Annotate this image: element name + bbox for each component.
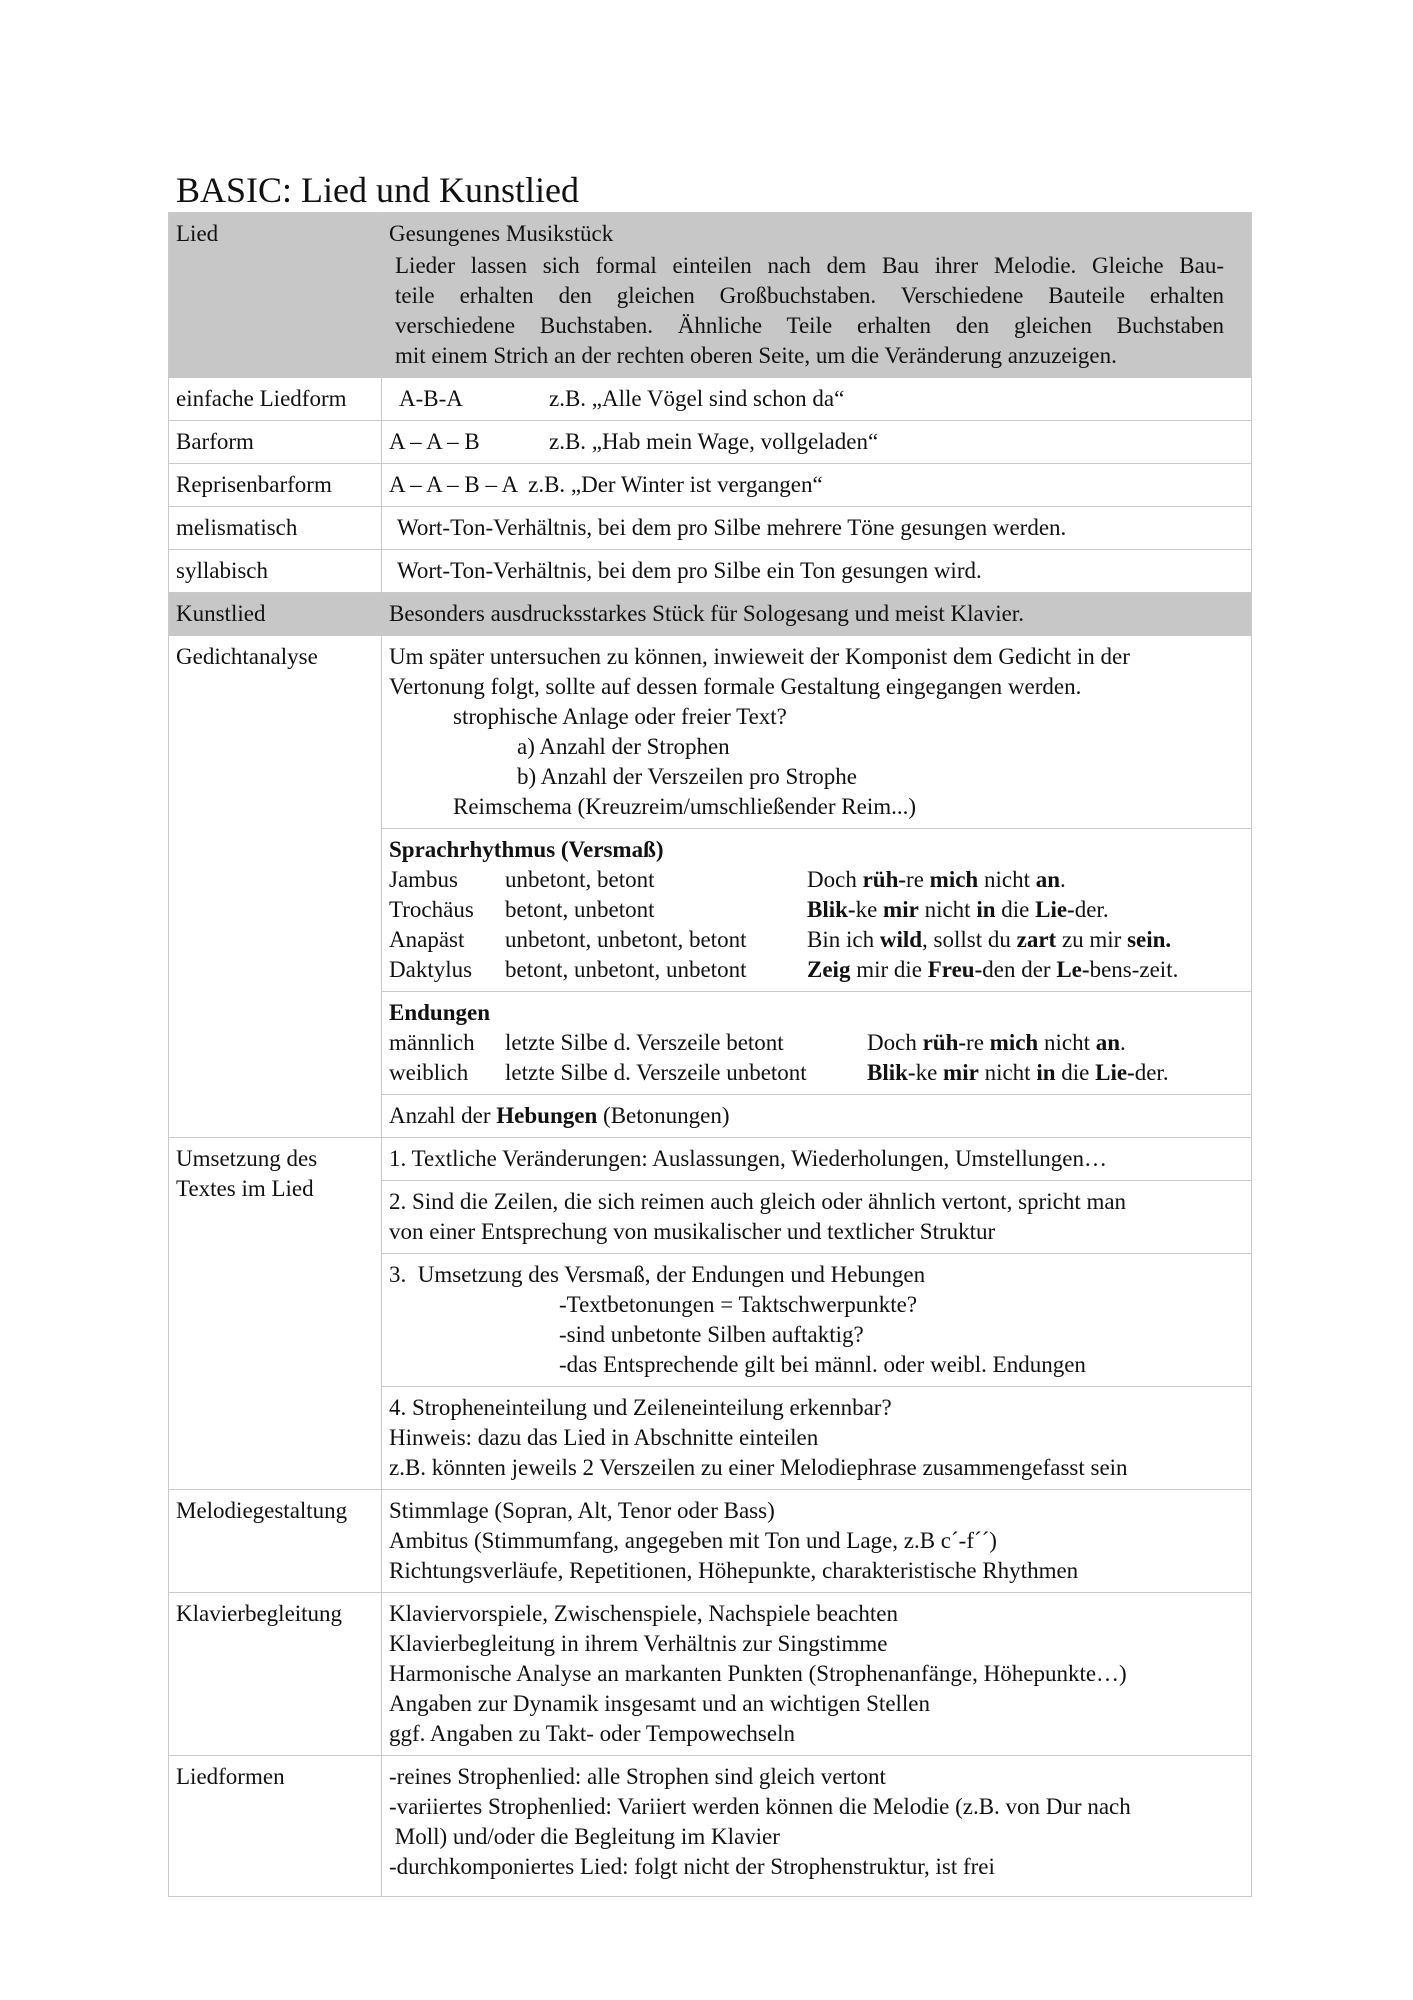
- gedichtanalyse-content: [382, 636, 1252, 1138]
- umsetzung-line: Hinweis: dazu das Lied in Abschnitte einteilen: [389, 1425, 819, 1450]
- ending-desc: letzte Silbe d. Verszeile unbetont: [505, 1060, 807, 1085]
- stressed-syllable: an: [1095, 1030, 1121, 1055]
- unstressed-text: Bin ich: [807, 927, 880, 952]
- foot-name: Daktylus: [389, 957, 473, 982]
- label-klavierbegleitung: Klavierbegleitung: [169, 1593, 382, 1756]
- gedicht-form-block: [382, 636, 1251, 828]
- label-umsetzung: [169, 1138, 382, 1490]
- gedicht-intro: Um später untersuchen zu können, inwieweit der Komponist dem Gedicht in der: [389, 644, 1130, 669]
- ending-example: [867, 1058, 1244, 1088]
- label-kunstlied: Kunstlied: [169, 593, 382, 636]
- umsetzung-line: 2. Sind die Zeilen, die sich reimen auch gleich oder ähnlich vertont, spricht man: [389, 1189, 1127, 1214]
- lied-content: [382, 213, 1252, 378]
- umsetzung-line: 3. Umsetzung des Versmaß, der Endungen und Hebungen: [389, 1262, 926, 1287]
- form-scheme: A-B-A: [399, 386, 463, 411]
- unstressed-text: nicht: [978, 867, 1036, 892]
- stressed-syllable: mir: [943, 1060, 979, 1085]
- row-gedichtanalyse: [169, 636, 1252, 1138]
- lied-text-line: teile erhalten den gleichen Großbuchstaben. Verschiedene Bauteile erhalten: [395, 283, 1224, 308]
- foot-name: Trochäus: [389, 897, 474, 922]
- melodie-content: [382, 1490, 1252, 1593]
- stressed-syllable: Lie-: [1095, 1060, 1135, 1085]
- liedformen-line: Moll) und/oder die Begleitung im Klavier: [389, 1824, 780, 1849]
- klavier-line: ggf. Angaben zu Takt- oder Tempowechseln: [389, 1721, 795, 1746]
- row-klavierbegleitung: [169, 1593, 1252, 1756]
- row-reprisenbarform: [169, 464, 1252, 507]
- form-scheme: A – A – B: [389, 429, 480, 454]
- unstressed-text: .: [1120, 1030, 1126, 1055]
- lied-heading: Gesungenes Musikstück: [389, 221, 614, 246]
- unstressed-text: Doch: [867, 1030, 923, 1055]
- ending-name: männlich: [389, 1030, 475, 1055]
- unstressed-text: zu mir: [1056, 927, 1128, 952]
- hebungen-bold: Hebungen: [496, 1103, 598, 1128]
- stressed-syllable: Blik-: [867, 1060, 916, 1085]
- reprisenbarform-content: [382, 464, 1252, 507]
- ending-name: weiblich: [389, 1060, 469, 1085]
- stressed-syllable: rüh-: [922, 1030, 967, 1055]
- umsetzung-subline: -das Entsprechende gilt bei männl. oder weibl. Endungen: [559, 1352, 1086, 1377]
- stressed-syllable: in: [976, 897, 996, 922]
- stressed-syllable: Freu-: [927, 957, 983, 982]
- hebungen-block: [382, 1094, 1251, 1137]
- hebungen-pre: Anzahl der: [389, 1103, 497, 1128]
- lied-text-line: Lieder lassen sich formal einteilen nach dem Bau ihrer Melodie. Gleiche Bau-: [395, 253, 1224, 278]
- lied-text-line: verschiedene Buchstaben. Ähnliche Teile erhalten den gleichen Buchstaben: [395, 313, 1224, 338]
- stressed-syllable: mich: [989, 1030, 1039, 1055]
- form-example: z.B. „Hab mein Wage, vollgeladen“: [549, 429, 879, 454]
- label-syllabisch: syllabisch: [169, 550, 382, 593]
- foot-name: Anapäst: [389, 927, 465, 952]
- einfache-liedform-content: [382, 378, 1252, 421]
- melismatisch-text: [382, 507, 1252, 550]
- klavier-content: [382, 1593, 1252, 1756]
- barform-content: [382, 421, 1252, 464]
- umsetzung-subline: -sind unbetonte Silben auftaktig?: [559, 1322, 864, 1347]
- umsetzung-line: 4. Stropheneinteilung und Zeileneinteilung erkennbar?: [389, 1395, 892, 1420]
- foot-pattern: betont, unbetont, unbetont: [505, 957, 747, 982]
- stressed-syllable: sein.: [1127, 927, 1172, 952]
- stressed-syllable: an: [1035, 867, 1061, 892]
- content-table: [168, 212, 1252, 1897]
- gedicht-intro: Vertonung folgt, sollte auf dessen formale Gestaltung eingegangen werden.: [389, 674, 1082, 699]
- unstressed-text: die: [1055, 1060, 1096, 1085]
- row-melodiegestaltung: [169, 1490, 1252, 1593]
- melismatisch-definition: Wort-Ton-Verhältnis, bei dem pro Silbe mehrere Töne gesungen werden.: [397, 515, 1067, 540]
- ending-example: [867, 1028, 1244, 1058]
- foot-name: Jambus: [389, 867, 458, 892]
- foot-example: [807, 895, 1244, 925]
- endungen-block: [382, 991, 1251, 1094]
- klavier-line: Angaben zur Dynamik insgesamt und an wichtigen Stellen: [389, 1691, 931, 1716]
- form-example: z.B. „Alle Vögel sind schon da“: [549, 386, 845, 411]
- row-umsetzung: [169, 1138, 1252, 1490]
- row-syllabisch: [169, 550, 1252, 593]
- umsetzung-content: [382, 1138, 1252, 1490]
- foot-pattern: unbetont, unbetont, betont: [505, 927, 747, 952]
- stressed-syllable: rüh-: [862, 867, 907, 892]
- stressed-syllable: mir: [883, 897, 919, 922]
- label-barform: Barform: [169, 421, 382, 464]
- unstressed-text: mir die: [850, 957, 928, 982]
- stressed-syllable: Lie-: [1035, 897, 1075, 922]
- label-umsetzung-line: Textes im Lied: [176, 1176, 314, 1201]
- row-kunstlied: [169, 593, 1252, 636]
- gedicht-item-a: a) Anzahl der Strophen: [517, 734, 730, 759]
- document-page: [168, 168, 1252, 1897]
- form-example: z.B. „Der Winter ist vergangen“: [528, 472, 823, 497]
- sprachrhythmus-heading: Sprachrhythmus (Versmaß): [389, 837, 664, 862]
- foot-example: [807, 865, 1244, 895]
- stressed-syllable: zart: [1016, 927, 1057, 952]
- endungen-heading: Endungen: [389, 1000, 491, 1025]
- gedicht-reimschema: Reimschema (Kreuzreim/umschließender Reim...): [453, 794, 917, 819]
- row-liedformen: [169, 1756, 1252, 1897]
- label-einfache-liedform: einfache Liedform: [169, 378, 382, 421]
- liedformen-line: -reines Strophenlied: alle Strophen sind gleich vertont: [389, 1764, 886, 1789]
- umsetzung-item-1: 1. Textliche Veränderungen: Auslassungen, Wiederholungen, Umstellungen…: [389, 1146, 1107, 1171]
- versmass-grid: [389, 865, 1244, 985]
- unstressed-text: nicht: [1038, 1030, 1096, 1055]
- unstressed-text: re: [906, 867, 930, 892]
- melodie-line: Stimmlage (Sopran, Alt, Tenor oder Bass): [389, 1498, 775, 1523]
- unstressed-text: ke: [855, 897, 884, 922]
- umsetzung-subline: -Textbetonungen = Taktschwerpunkte?: [559, 1292, 918, 1317]
- foot-pattern: unbetont, betont: [505, 867, 655, 892]
- hebungen-post: (Betonungen): [597, 1103, 730, 1128]
- row-barform: [169, 421, 1252, 464]
- unstressed-text: der.: [1134, 1060, 1169, 1085]
- klavier-line: Klaviervorspiele, Zwischenspiele, Nachspiele beachten: [389, 1601, 898, 1626]
- unstressed-text: den der: [982, 957, 1057, 982]
- umsetzung-line: z.B. könnten jeweils 2 Verszeilen zu einer Melodiephrase zusammengefasst sein: [389, 1455, 1128, 1480]
- label-melismatisch: melismatisch: [169, 507, 382, 550]
- liedformen-line: -durchkomponiertes Lied: folgt nicht der Strophenstruktur, ist frei: [389, 1854, 995, 1879]
- unstressed-text: Doch: [807, 867, 863, 892]
- unstressed-text: die: [995, 897, 1036, 922]
- lied-text-line: mit einem Strich an der rechten oberen Seite, um die Veränderung anzuzeigen.: [395, 343, 1117, 368]
- label-gedichtanalyse: Gedichtanalyse: [169, 636, 382, 1138]
- syllabisch-text: [382, 550, 1252, 593]
- unstressed-text: re: [966, 1030, 990, 1055]
- umsetzung-item-2: [382, 1180, 1251, 1253]
- label-umsetzung-line: Umsetzung des: [176, 1146, 318, 1171]
- document-title: BASIC: Lied und Kunstlied: [176, 170, 579, 210]
- stressed-syllable: Le-: [1056, 957, 1090, 982]
- stressed-syllable: Zeig: [807, 957, 851, 982]
- row-melismatisch: [169, 507, 1252, 550]
- melodie-line: Richtungsverläufe, Repetitionen, Höhepunkte, charakteristische Rhythmen: [389, 1558, 1079, 1583]
- ending-desc: letzte Silbe d. Verszeile betont: [505, 1030, 784, 1055]
- klavier-line: Harmonische Analyse an markanten Punkten (Strophenanfänge, Höhepunkte…): [389, 1661, 1127, 1686]
- unstressed-text: , sollst du: [922, 927, 1017, 952]
- lied-text: [389, 251, 1244, 371]
- row-lied: [169, 213, 1252, 378]
- stressed-syllable: Blik-: [807, 897, 856, 922]
- endungen-grid: [389, 1028, 1244, 1088]
- row-einfache-liedform: [169, 378, 1252, 421]
- stressed-syllable: mich: [929, 867, 979, 892]
- liedformen-line: -variiertes Strophenlied: Variiert werden können die Melodie (z.B. von Dur nach: [389, 1794, 1131, 1819]
- foot-pattern: betont, unbetont: [505, 897, 655, 922]
- unstressed-text: nicht: [978, 1060, 1037, 1085]
- form-scheme: A – A – B – A: [389, 472, 519, 497]
- liedformen-content: [382, 1756, 1252, 1897]
- stressed-syllable: in: [1036, 1060, 1056, 1085]
- melodie-line: Ambitus (Stimmumfang, angegeben mit Ton und Lage, z.B c´-f´´): [389, 1528, 997, 1553]
- label-lied: Lied: [169, 213, 382, 378]
- umsetzung-line: von einer Entsprechung von musikalischer und textlicher Struktur: [389, 1219, 996, 1244]
- foot-example: [807, 955, 1244, 985]
- umsetzung-item-4: [382, 1386, 1251, 1489]
- umsetzung-item-3: [382, 1253, 1251, 1386]
- unstressed-text: bens-zeit.: [1089, 957, 1179, 982]
- unstressed-text: ke: [915, 1060, 944, 1085]
- unstressed-text: der.: [1074, 897, 1109, 922]
- foot-example: [807, 925, 1244, 955]
- gedicht-strophisch: strophische Anlage oder freier Text?: [453, 704, 787, 729]
- gedicht-item-b: b) Anzahl der Verszeilen pro Strophe: [517, 764, 858, 789]
- syllabisch-definition: Wort-Ton-Verhältnis, bei dem pro Silbe ein Ton gesungen wird.: [397, 558, 982, 583]
- stressed-syllable: wild: [879, 927, 923, 952]
- klavier-line: Klavierbegleitung in ihrem Verhältnis zur Singstimme: [389, 1631, 888, 1656]
- unstressed-text: nicht: [918, 897, 977, 922]
- sprachrhythmus-block: [382, 828, 1251, 991]
- label-liedformen: Liedformen: [169, 1756, 382, 1897]
- label-melodiegestaltung: Melodiegestaltung: [169, 1490, 382, 1593]
- kunstlied-text: Besonders ausdrucksstarkes Stück für Sologesang und meist Klavier.: [382, 593, 1252, 636]
- label-reprisenbarform: Reprisenbarform: [169, 464, 382, 507]
- unstressed-text: .: [1060, 867, 1066, 892]
